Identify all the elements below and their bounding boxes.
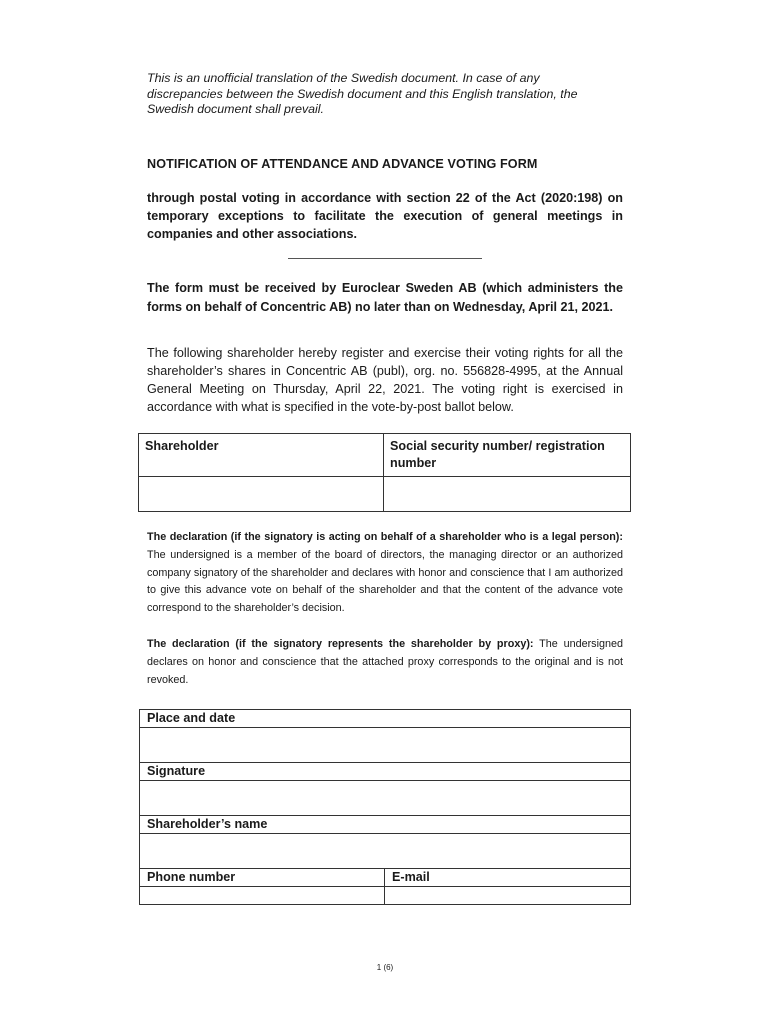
- phone-field[interactable]: [140, 887, 385, 905]
- deadline-notice: The form must be received by Euroclear Sweden AB (which administers the forms on behalf of Concentric AB) no later than on Wednesday, April 21, 2021.: [147, 281, 623, 314]
- divider-line: [288, 258, 482, 259]
- registration-number-field[interactable]: [384, 477, 631, 512]
- notice-line-3: Swedish document shall prevail.: [147, 102, 325, 116]
- declaration-proxy: [147, 636, 623, 689]
- signature-field[interactable]: [140, 781, 631, 816]
- notice-line-2: discrepancies between the Swedish document and this English translation, the: [147, 86, 578, 101]
- registration-paragraph: The following shareholder hereby register and exercise their voting rights for all the shareholder’s shares in Concentric AB (publ), org. no. 556828-4995, at the Annual General Meeting on Thursday, April 22, 2021. The voting right is exercised in accordance with what is specified in the vote-by-post ballot below.: [147, 346, 623, 414]
- shareholder-name-field[interactable]: [140, 834, 631, 869]
- shareholder-table: [138, 433, 631, 512]
- signature-table: [139, 709, 631, 905]
- declaration-legal-text: The undersigned is a member of the board of directors, the managing director or an authorized company signatory of the shareholder and declares with honor and conscience that I am authorized to give this advance vote on behalf of the shareholder and that the content of the advance vote correspond to the shareholder’s decision.: [147, 548, 623, 615]
- shareholder-name-label: Shareholder’s name: [140, 816, 631, 834]
- email-label: E-mail: [385, 869, 631, 887]
- declaration-legal-heading: The declaration (if the signatory is acting on behalf of a shareholder who is a legal person):: [147, 531, 623, 543]
- shareholder-header: Shareholder: [139, 434, 384, 477]
- declaration-legal-person: [147, 529, 623, 618]
- declaration-proxy-heading: The declaration (if the signatory represents the shareholder by proxy):: [147, 638, 534, 650]
- notice-line-1: This is an unofficial translation of the Swedish document. In case of any: [147, 71, 540, 85]
- registration-number-header: Social security number/ registration number: [384, 434, 631, 477]
- translation-notice: [147, 71, 617, 118]
- signature-label: Signature: [140, 763, 631, 781]
- place-date-label: Place and date: [140, 710, 631, 728]
- page-number: 1 (6): [376, 963, 394, 972]
- email-field[interactable]: [385, 887, 631, 905]
- form-title: NOTIFICATION OF ATTENDANCE AND ADVANCE VOTING FORM: [147, 157, 538, 171]
- shareholder-field[interactable]: [139, 477, 384, 512]
- declaration-proxy-text: The undersigned declares on honor and conscience that the attached proxy corresponds to the original and is not revoked.: [147, 638, 624, 686]
- form-subtitle: through postal voting in accordance with section 22 of the Act (2020:198) on temporary exceptions to facilitate the execution of general meetings in companies and other associations.: [147, 191, 623, 241]
- phone-label: Phone number: [140, 869, 385, 887]
- place-date-field[interactable]: [140, 728, 631, 763]
